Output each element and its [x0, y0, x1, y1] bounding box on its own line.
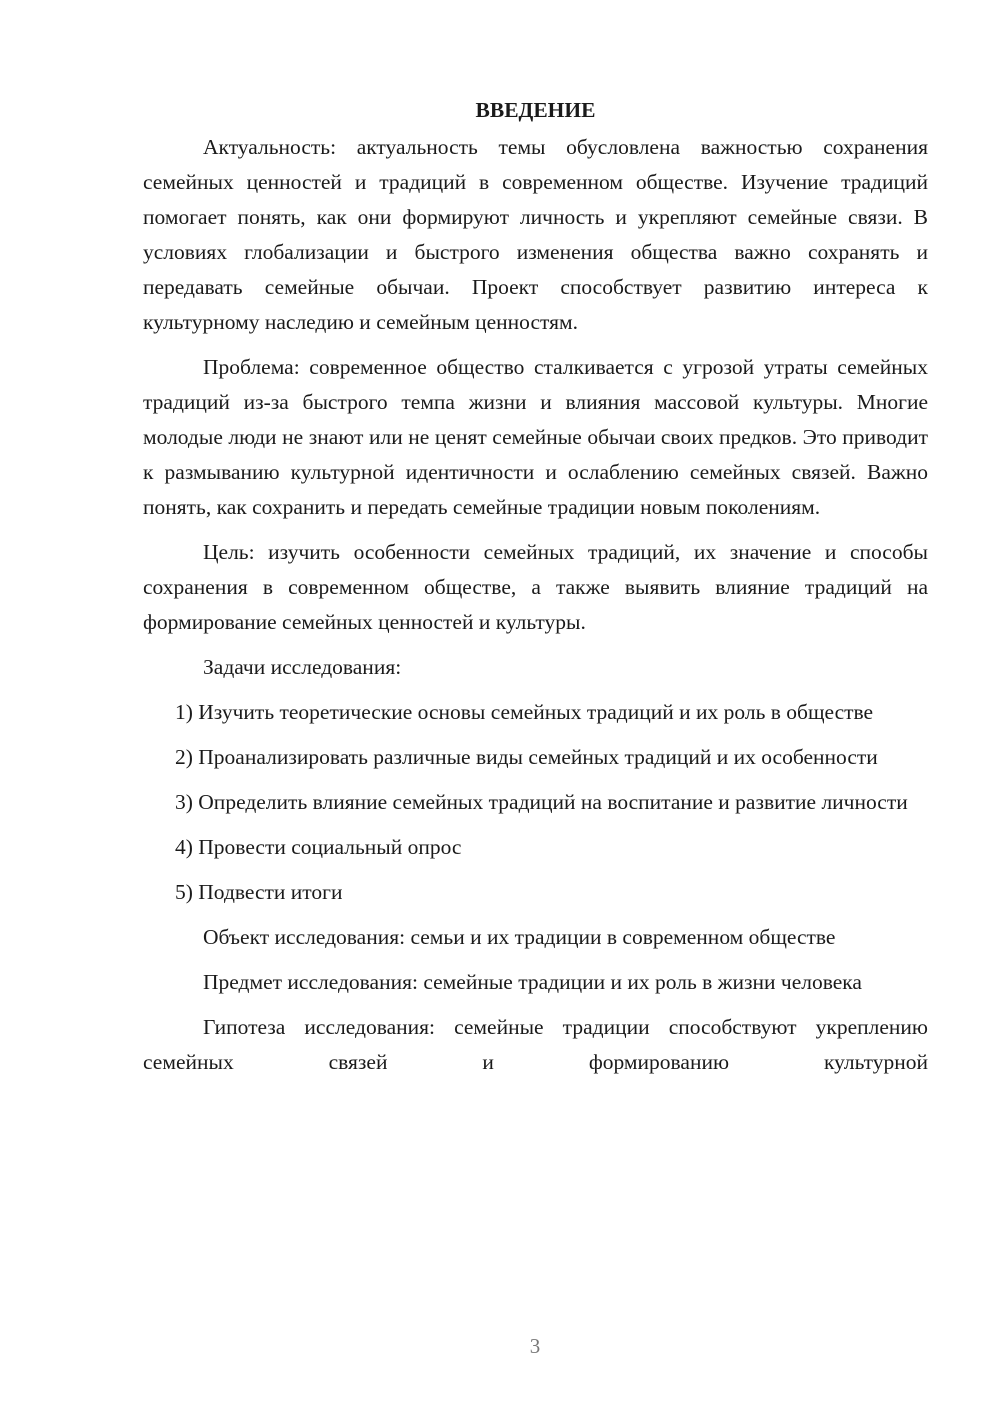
page-number: 3 [529, 1334, 541, 1358]
tasks-heading: Задачи исследования: [203, 655, 402, 679]
section-title: ВВЕДЕНИЕ [475, 98, 596, 122]
task-item-1: 1) Изучить теоретические основы семейных традиций и их роль в обществе [175, 700, 874, 724]
paragraph-subject: Предмет исследования: семейные традиции и их роль в жизни человека [203, 970, 862, 994]
task-item-4: 4) Провести социальный опрос [175, 835, 462, 859]
paragraph-problem: Проблема: современное общество сталкивается с угрозой утраты семейных традиций из-за быстрого темпа жизни и влияния массовой культуры. Многие молодые люди не знают или не ценят семейные обычаи своих предков. Это приводит к размыванию культурной идентичности и ослаблению семейных связей. Важно понять, как сохранить и передать семейные традиции новым поколениям. [143, 355, 928, 519]
paragraph-relevance: Актуальность: актуальность темы обусловлена важностью сохранения семейных ценностей и традиций в современном обществе. Изучение традиций помогает понять, как они формируют личность и укрепляют семейные связи. В условиях глобализации и быстрого изменения общества важно сохранять и передавать семейные обычаи. Проект способствует развитию интереса к культурному наследию и семейным ценностям. [143, 135, 928, 334]
task-item-2: 2) Проанализировать различные виды семейных традиций и их особенности [175, 745, 878, 769]
paragraph-object: Объект исследования: семьи и их традиции в современном обществе [203, 925, 836, 949]
task-item-5: 5) Подвести итоги [175, 880, 343, 904]
page-body [143, 93, 928, 1090]
paragraph-hypothesis: Гипотеза исследования: семейные традиции способствуют укреплению семейных связей и формированию культурной [143, 1015, 928, 1074]
paragraph-goal: Цель: изучить особенности семейных традиций, их значение и способы сохранения в современном обществе, а также выявить влияние традиций на формирование семейных ценностей и культуры. [143, 540, 928, 634]
task-item-3: 3) Определить влияние семейных традиций на воспитание и развитие личности [175, 790, 908, 814]
